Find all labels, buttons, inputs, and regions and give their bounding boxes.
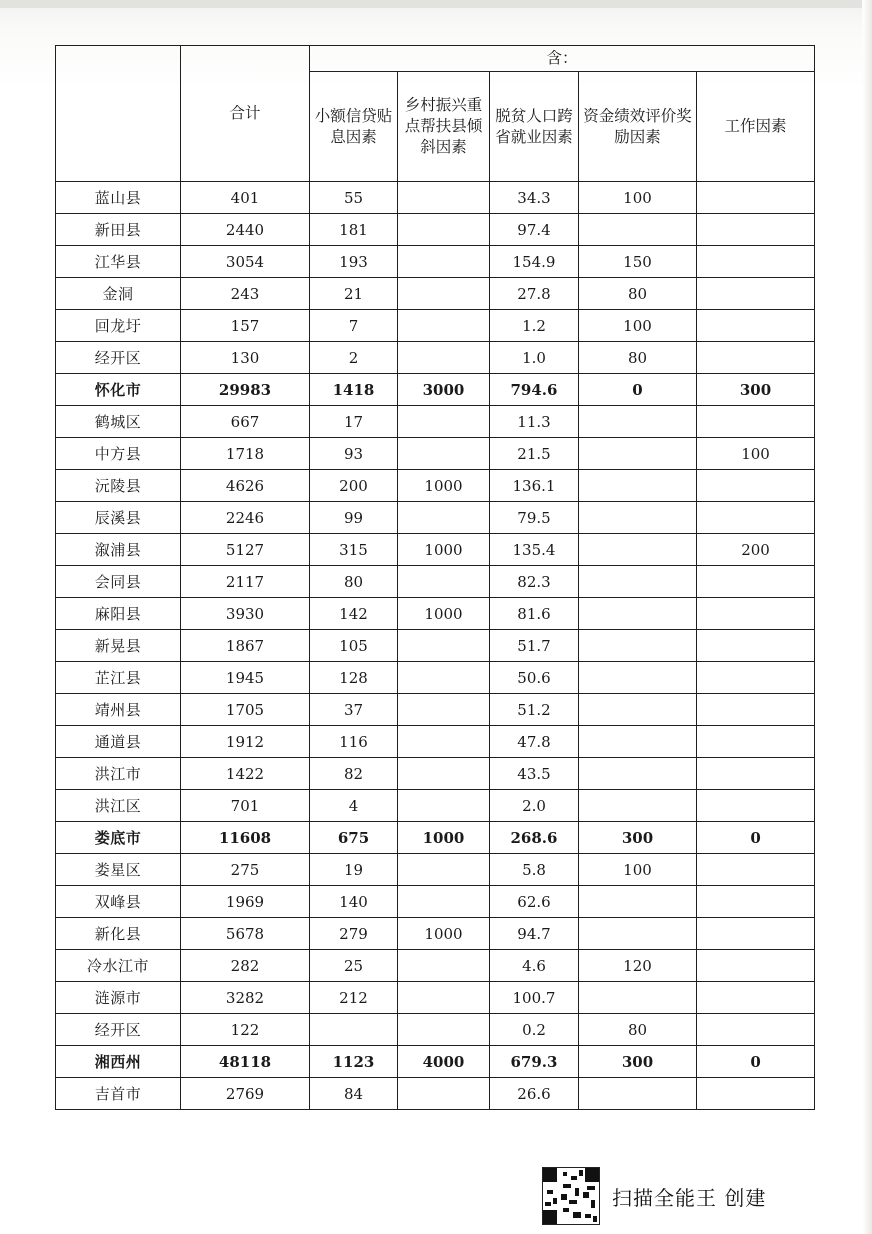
header-cross-province-employment: 脱贫人口跨省就业因素	[490, 72, 579, 182]
region-name: 芷江县	[56, 662, 181, 694]
microcredit-value: 93	[310, 438, 398, 470]
rural-revitalization-value	[398, 310, 490, 342]
region-name: 通道县	[56, 726, 181, 758]
performance-reward-value: 100	[579, 854, 697, 886]
total-value: 29983	[181, 374, 310, 406]
rural-revitalization-value	[398, 982, 490, 1014]
microcredit-value: 212	[310, 982, 398, 1014]
performance-reward-value: 300	[579, 1046, 697, 1078]
work-factor-value	[697, 630, 815, 662]
watermark-text: 扫描全能王 创建	[612, 1185, 767, 1210]
total-value: 275	[181, 854, 310, 886]
table-row	[56, 598, 815, 630]
region-name: 江华县	[56, 246, 181, 278]
performance-reward-value: 150	[579, 246, 697, 278]
performance-reward-value	[579, 758, 697, 790]
total-value: 1705	[181, 694, 310, 726]
performance-reward-value: 80	[579, 278, 697, 310]
region-name: 新晃县	[56, 630, 181, 662]
microcredit-value: 279	[310, 918, 398, 950]
table-row	[56, 662, 815, 694]
rural-revitalization-value	[398, 630, 490, 662]
region-name: 蓝山县	[56, 182, 181, 214]
region-name: 沅陵县	[56, 470, 181, 502]
work-factor-value	[697, 918, 815, 950]
total-value: 4626	[181, 470, 310, 502]
cross-province-value: 81.6	[490, 598, 579, 630]
table-row	[56, 694, 815, 726]
header-row-1	[56, 46, 815, 72]
region-name: 麻阳县	[56, 598, 181, 630]
work-factor-value	[697, 886, 815, 918]
region-name: 鹤城区	[56, 406, 181, 438]
work-factor-value	[697, 982, 815, 1014]
work-factor-value	[697, 246, 815, 278]
work-factor-value: 0	[697, 1046, 815, 1078]
region-name: 靖州县	[56, 694, 181, 726]
rural-revitalization-value: 1000	[398, 470, 490, 502]
rural-revitalization-value	[398, 246, 490, 278]
cross-province-value: 50.6	[490, 662, 579, 694]
performance-reward-value	[579, 630, 697, 662]
table-row	[56, 822, 815, 854]
cross-province-value: 94.7	[490, 918, 579, 950]
header-performance-reward: 资金绩效评价奖励因素	[579, 72, 697, 182]
cross-province-value: 51.2	[490, 694, 579, 726]
work-factor-value	[697, 790, 815, 822]
work-factor-value: 200	[697, 534, 815, 566]
rural-revitalization-value: 4000	[398, 1046, 490, 1078]
performance-reward-value	[579, 598, 697, 630]
region-name: 湘西州	[56, 1046, 181, 1078]
work-factor-value	[697, 182, 815, 214]
rural-revitalization-value	[398, 726, 490, 758]
region-name: 涟源市	[56, 982, 181, 1014]
table-row	[56, 1078, 815, 1110]
scanner-watermark	[542, 1168, 766, 1224]
region-name: 会同县	[56, 566, 181, 598]
region-name: 回龙圩	[56, 310, 181, 342]
microcredit-value: 25	[310, 950, 398, 982]
microcredit-value: 80	[310, 566, 398, 598]
total-value: 157	[181, 310, 310, 342]
table-row	[56, 630, 815, 662]
microcredit-value: 140	[310, 886, 398, 918]
total-value: 1867	[181, 630, 310, 662]
cross-province-value: 26.6	[490, 1078, 579, 1110]
microcredit-value: 181	[310, 214, 398, 246]
region-name: 中方县	[56, 438, 181, 470]
cross-province-value: 154.9	[490, 246, 579, 278]
microcredit-value: 19	[310, 854, 398, 886]
total-value: 3282	[181, 982, 310, 1014]
table-row	[56, 406, 815, 438]
table-body	[56, 182, 815, 1110]
work-factor-value	[697, 214, 815, 246]
total-value: 2117	[181, 566, 310, 598]
performance-reward-value: 0	[579, 374, 697, 406]
cross-province-value: 11.3	[490, 406, 579, 438]
region-name: 金洞	[56, 278, 181, 310]
region-name: 辰溪县	[56, 502, 181, 534]
rural-revitalization-value	[398, 214, 490, 246]
region-name: 新化县	[56, 918, 181, 950]
performance-reward-value	[579, 918, 697, 950]
table-row	[56, 854, 815, 886]
work-factor-value: 100	[697, 438, 815, 470]
performance-reward-value	[579, 438, 697, 470]
microcredit-value: 2	[310, 342, 398, 374]
cross-province-value: 5.8	[490, 854, 579, 886]
page-top-edge	[0, 0, 872, 8]
header-including: 含：	[310, 46, 815, 72]
total-value: 2246	[181, 502, 310, 534]
cross-province-value: 43.5	[490, 758, 579, 790]
total-value: 5127	[181, 534, 310, 566]
performance-reward-value	[579, 502, 697, 534]
performance-reward-value	[579, 982, 697, 1014]
microcredit-value: 4	[310, 790, 398, 822]
rural-revitalization-value	[398, 502, 490, 534]
work-factor-value	[697, 598, 815, 630]
table-row	[56, 950, 815, 982]
microcredit-value: 200	[310, 470, 398, 502]
work-factor-value	[697, 278, 815, 310]
total-value: 701	[181, 790, 310, 822]
microcredit-value: 116	[310, 726, 398, 758]
header-work-factor: 工作因素	[697, 72, 815, 182]
performance-reward-value	[579, 726, 697, 758]
rural-revitalization-value	[398, 662, 490, 694]
performance-reward-value	[579, 534, 697, 566]
cross-province-value: 21.5	[490, 438, 579, 470]
cross-province-value: 27.8	[490, 278, 579, 310]
total-value: 1945	[181, 662, 310, 694]
performance-reward-value	[579, 694, 697, 726]
table-row	[56, 726, 815, 758]
performance-reward-value	[579, 214, 697, 246]
work-factor-value	[697, 310, 815, 342]
region-name: 吉首市	[56, 1078, 181, 1110]
page-right-edge	[862, 0, 872, 1234]
total-value: 401	[181, 182, 310, 214]
work-factor-value	[697, 470, 815, 502]
region-name: 溆浦县	[56, 534, 181, 566]
rural-revitalization-value: 1000	[398, 918, 490, 950]
allocation-table	[55, 45, 815, 1110]
cross-province-value: 62.6	[490, 886, 579, 918]
microcredit-value: 142	[310, 598, 398, 630]
cross-province-value: 82.3	[490, 566, 579, 598]
rural-revitalization-value: 1000	[398, 598, 490, 630]
table-row	[56, 758, 815, 790]
microcredit-value: 84	[310, 1078, 398, 1110]
work-factor-value	[697, 342, 815, 374]
performance-reward-value: 100	[579, 182, 697, 214]
region-name: 经开区	[56, 1014, 181, 1046]
cross-province-value: 0.2	[490, 1014, 579, 1046]
cross-province-value: 268.6	[490, 822, 579, 854]
total-value: 3930	[181, 598, 310, 630]
table-row	[56, 918, 815, 950]
rural-revitalization-value: 1000	[398, 822, 490, 854]
rural-revitalization-value	[398, 1078, 490, 1110]
rural-revitalization-value	[398, 566, 490, 598]
work-factor-value	[697, 694, 815, 726]
work-factor-value	[697, 1078, 815, 1110]
table-row	[56, 1014, 815, 1046]
rural-revitalization-value	[398, 854, 490, 886]
total-value: 667	[181, 406, 310, 438]
performance-reward-value: 100	[579, 310, 697, 342]
performance-reward-value	[579, 566, 697, 598]
performance-reward-value	[579, 662, 697, 694]
total-value: 1912	[181, 726, 310, 758]
total-value: 243	[181, 278, 310, 310]
microcredit-value: 17	[310, 406, 398, 438]
work-factor-value	[697, 854, 815, 886]
table-row	[56, 534, 815, 566]
cross-province-value: 97.4	[490, 214, 579, 246]
rural-revitalization-value	[398, 886, 490, 918]
total-value: 130	[181, 342, 310, 374]
cross-province-value: 679.3	[490, 1046, 579, 1078]
header-total: 合计	[181, 46, 310, 182]
rural-revitalization-value: 1000	[398, 534, 490, 566]
table-row	[56, 182, 815, 214]
microcredit-value: 21	[310, 278, 398, 310]
header-region-cell	[56, 46, 181, 182]
table-row	[56, 566, 815, 598]
region-name: 洪江区	[56, 790, 181, 822]
table-row	[56, 1046, 815, 1078]
total-value: 122	[181, 1014, 310, 1046]
table-row	[56, 278, 815, 310]
table-row	[56, 470, 815, 502]
microcredit-value: 7	[310, 310, 398, 342]
region-name: 娄底市	[56, 822, 181, 854]
work-factor-value	[697, 1014, 815, 1046]
cross-province-value: 1.2	[490, 310, 579, 342]
cross-province-value: 34.3	[490, 182, 579, 214]
performance-reward-value: 300	[579, 822, 697, 854]
cross-province-value: 51.7	[490, 630, 579, 662]
microcredit-value: 82	[310, 758, 398, 790]
microcredit-value: 37	[310, 694, 398, 726]
region-name: 怀化市	[56, 374, 181, 406]
performance-reward-value	[579, 790, 697, 822]
header-rural-revitalization: 乡村振兴重点帮扶县倾斜因素	[398, 72, 490, 182]
work-factor-value	[697, 566, 815, 598]
cross-province-value: 47.8	[490, 726, 579, 758]
rural-revitalization-value	[398, 790, 490, 822]
work-factor-value: 0	[697, 822, 815, 854]
performance-reward-value: 80	[579, 342, 697, 374]
performance-reward-value: 120	[579, 950, 697, 982]
rural-revitalization-value	[398, 406, 490, 438]
table-row	[56, 246, 815, 278]
region-name: 新田县	[56, 214, 181, 246]
table-row	[56, 438, 815, 470]
microcredit-value: 55	[310, 182, 398, 214]
rural-revitalization-value	[398, 438, 490, 470]
total-value: 11608	[181, 822, 310, 854]
work-factor-value	[697, 950, 815, 982]
qr-code-icon	[542, 1167, 600, 1225]
rural-revitalization-value	[398, 950, 490, 982]
total-value: 282	[181, 950, 310, 982]
region-name: 经开区	[56, 342, 181, 374]
cross-province-value: 135.4	[490, 534, 579, 566]
work-factor-value	[697, 662, 815, 694]
performance-reward-value	[579, 886, 697, 918]
work-factor-value	[697, 758, 815, 790]
table-row	[56, 790, 815, 822]
rural-revitalization-value	[398, 1014, 490, 1046]
microcredit-value: 105	[310, 630, 398, 662]
region-name: 双峰县	[56, 886, 181, 918]
microcredit-value: 128	[310, 662, 398, 694]
table-row	[56, 886, 815, 918]
total-value: 1969	[181, 886, 310, 918]
microcredit-value: 1418	[310, 374, 398, 406]
total-value: 48118	[181, 1046, 310, 1078]
table-row	[56, 214, 815, 246]
rural-revitalization-value	[398, 278, 490, 310]
total-value: 2440	[181, 214, 310, 246]
total-value: 1718	[181, 438, 310, 470]
performance-reward-value: 80	[579, 1014, 697, 1046]
rural-revitalization-value	[398, 758, 490, 790]
cross-province-value: 136.1	[490, 470, 579, 502]
table-row	[56, 374, 815, 406]
region-name: 冷水江市	[56, 950, 181, 982]
rural-revitalization-value	[398, 694, 490, 726]
cross-province-value: 1.0	[490, 342, 579, 374]
total-value: 5678	[181, 918, 310, 950]
rural-revitalization-value	[398, 182, 490, 214]
microcredit-value: 99	[310, 502, 398, 534]
microcredit-value: 193	[310, 246, 398, 278]
cross-province-value: 2.0	[490, 790, 579, 822]
region-name: 娄星区	[56, 854, 181, 886]
performance-reward-value	[579, 470, 697, 502]
rural-revitalization-value	[398, 342, 490, 374]
cross-province-value: 79.5	[490, 502, 579, 534]
region-name: 洪江市	[56, 758, 181, 790]
microcredit-value: 315	[310, 534, 398, 566]
rural-revitalization-value: 3000	[398, 374, 490, 406]
table-row	[56, 982, 815, 1014]
performance-reward-value	[579, 406, 697, 438]
performance-reward-value	[579, 1078, 697, 1110]
cross-province-value: 794.6	[490, 374, 579, 406]
cross-province-value: 100.7	[490, 982, 579, 1014]
table-row	[56, 502, 815, 534]
work-factor-value	[697, 726, 815, 758]
total-value: 1422	[181, 758, 310, 790]
microcredit-value: 675	[310, 822, 398, 854]
microcredit-value: 1123	[310, 1046, 398, 1078]
total-value: 2769	[181, 1078, 310, 1110]
cross-province-value: 4.6	[490, 950, 579, 982]
table-row	[56, 310, 815, 342]
total-value: 3054	[181, 246, 310, 278]
work-factor-value	[697, 502, 815, 534]
table-row	[56, 342, 815, 374]
work-factor-value	[697, 406, 815, 438]
microcredit-value	[310, 1014, 398, 1046]
work-factor-value: 300	[697, 374, 815, 406]
header-microcredit: 小额信贷贴息因素	[310, 72, 398, 182]
